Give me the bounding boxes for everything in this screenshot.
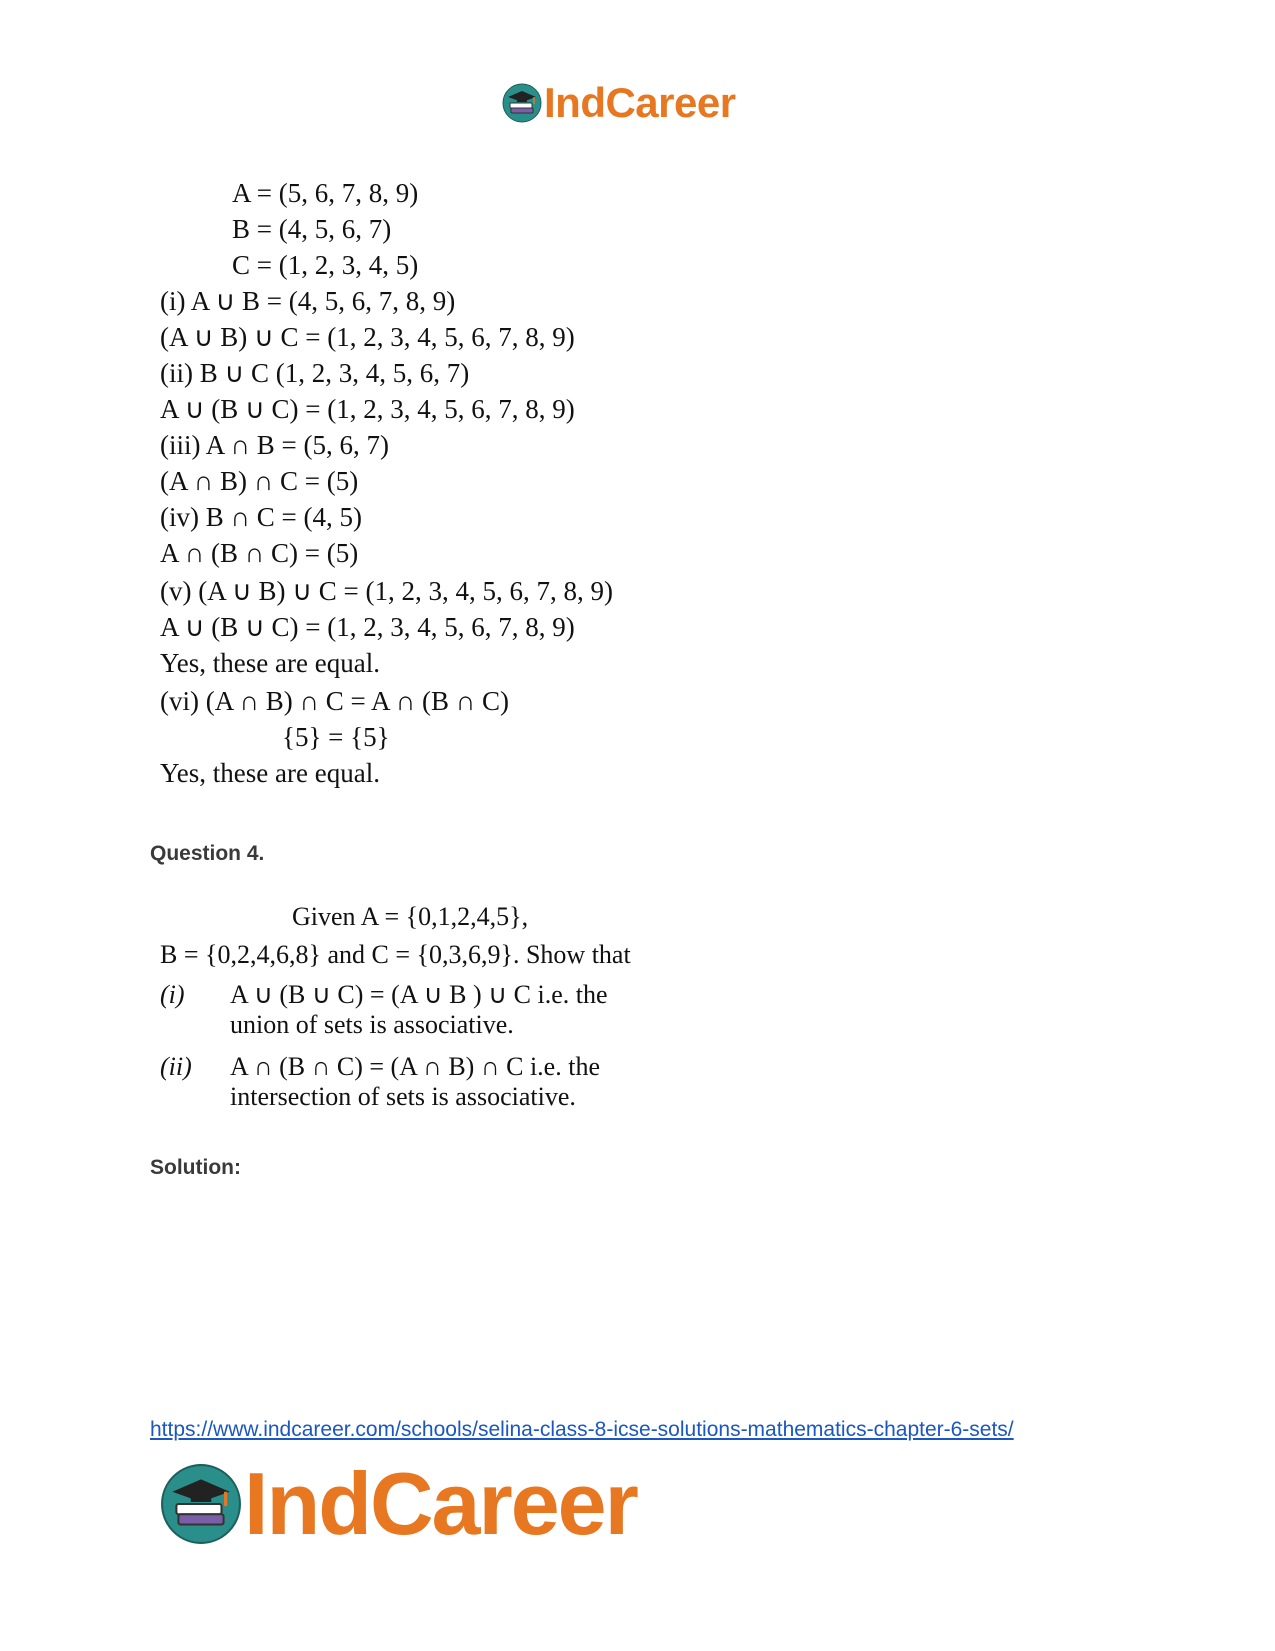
math-line: {5} = {5} <box>282 722 390 752</box>
math-line: (iii) A ∩ B = (5, 6, 7) <box>160 430 389 460</box>
question-line: A ∩ (B ∩ C) = (A ∩ B) ∩ C i.e. the <box>230 1052 600 1081</box>
math-line: (vi) (A ∩ B) ∩ C = A ∩ (B ∩ C) <box>160 686 509 716</box>
math-line: Yes, these are equal. <box>160 758 380 788</box>
math-line: Yes, these are equal. <box>160 648 380 678</box>
item-number: (ii) <box>160 1052 192 1081</box>
math-line: C = (1, 2, 3, 4, 5) <box>232 250 419 280</box>
math-line: A ∪ (B ∪ C) = (1, 2, 3, 4, 5, 6, 7, 8, 9) <box>160 394 575 424</box>
item-number: (i) <box>160 980 185 1009</box>
math-line: A ∩ (B ∩ C) = (5) <box>160 538 359 568</box>
question-line: intersection of sets is associative. <box>230 1082 576 1111</box>
source-link[interactable]: https://www.indcareer.com/schools/selina-class-8-icse-solutions-mathematics-chapter-6-sets/ <box>150 1418 1014 1441</box>
math-line: A ∪ (B ∪ C) = (1, 2, 3, 4, 5, 6, 7, 8, 9) <box>160 612 575 642</box>
math-line: (iv) B ∩ C = (4, 5) <box>160 502 362 532</box>
math-line: B = (4, 5, 6, 7) <box>232 214 392 244</box>
math-line: (A ∪ B) ∪ C = (1, 2, 3, 4, 5, 6, 7, 8, 9) <box>160 322 575 352</box>
math-line: (v) (A ∪ B) ∪ C = (1, 2, 3, 4, 5, 6, 7, 8, 9) <box>160 576 613 606</box>
header-logo <box>502 78 736 128</box>
graduation-cap-book-icon <box>160 1463 242 1545</box>
math-line: (A ∩ B) ∩ C = (5) <box>160 466 359 496</box>
graduation-cap-book-icon <box>502 83 542 123</box>
logo-wordmark: IndCareer <box>244 1454 637 1553</box>
question-line: B = {0,2,4,6,8} and C = {0,3,6,9}. Show that <box>160 940 631 969</box>
question-line: Given A = {0,1,2,4,5}, <box>292 902 529 931</box>
question-line: A ∪ (B ∪ C) = (A ∪ B ) ∪ C i.e. the <box>230 980 608 1009</box>
solution-3-working <box>0 0 613 788</box>
question-4-heading: Question 4. <box>150 842 265 865</box>
logo-wordmark: IndCareer <box>544 79 736 126</box>
math-line: (ii) B ∪ C (1, 2, 3, 4, 5, 6, 7) <box>160 358 470 388</box>
question-line: union of sets is associative. <box>230 1010 514 1039</box>
solution-heading: Solution: <box>150 1156 241 1179</box>
math-line: (i) A ∪ B = (4, 5, 6, 7, 8, 9) <box>160 286 456 316</box>
math-line: A = (5, 6, 7, 8, 9) <box>232 178 419 208</box>
footer-logo <box>160 1454 637 1553</box>
